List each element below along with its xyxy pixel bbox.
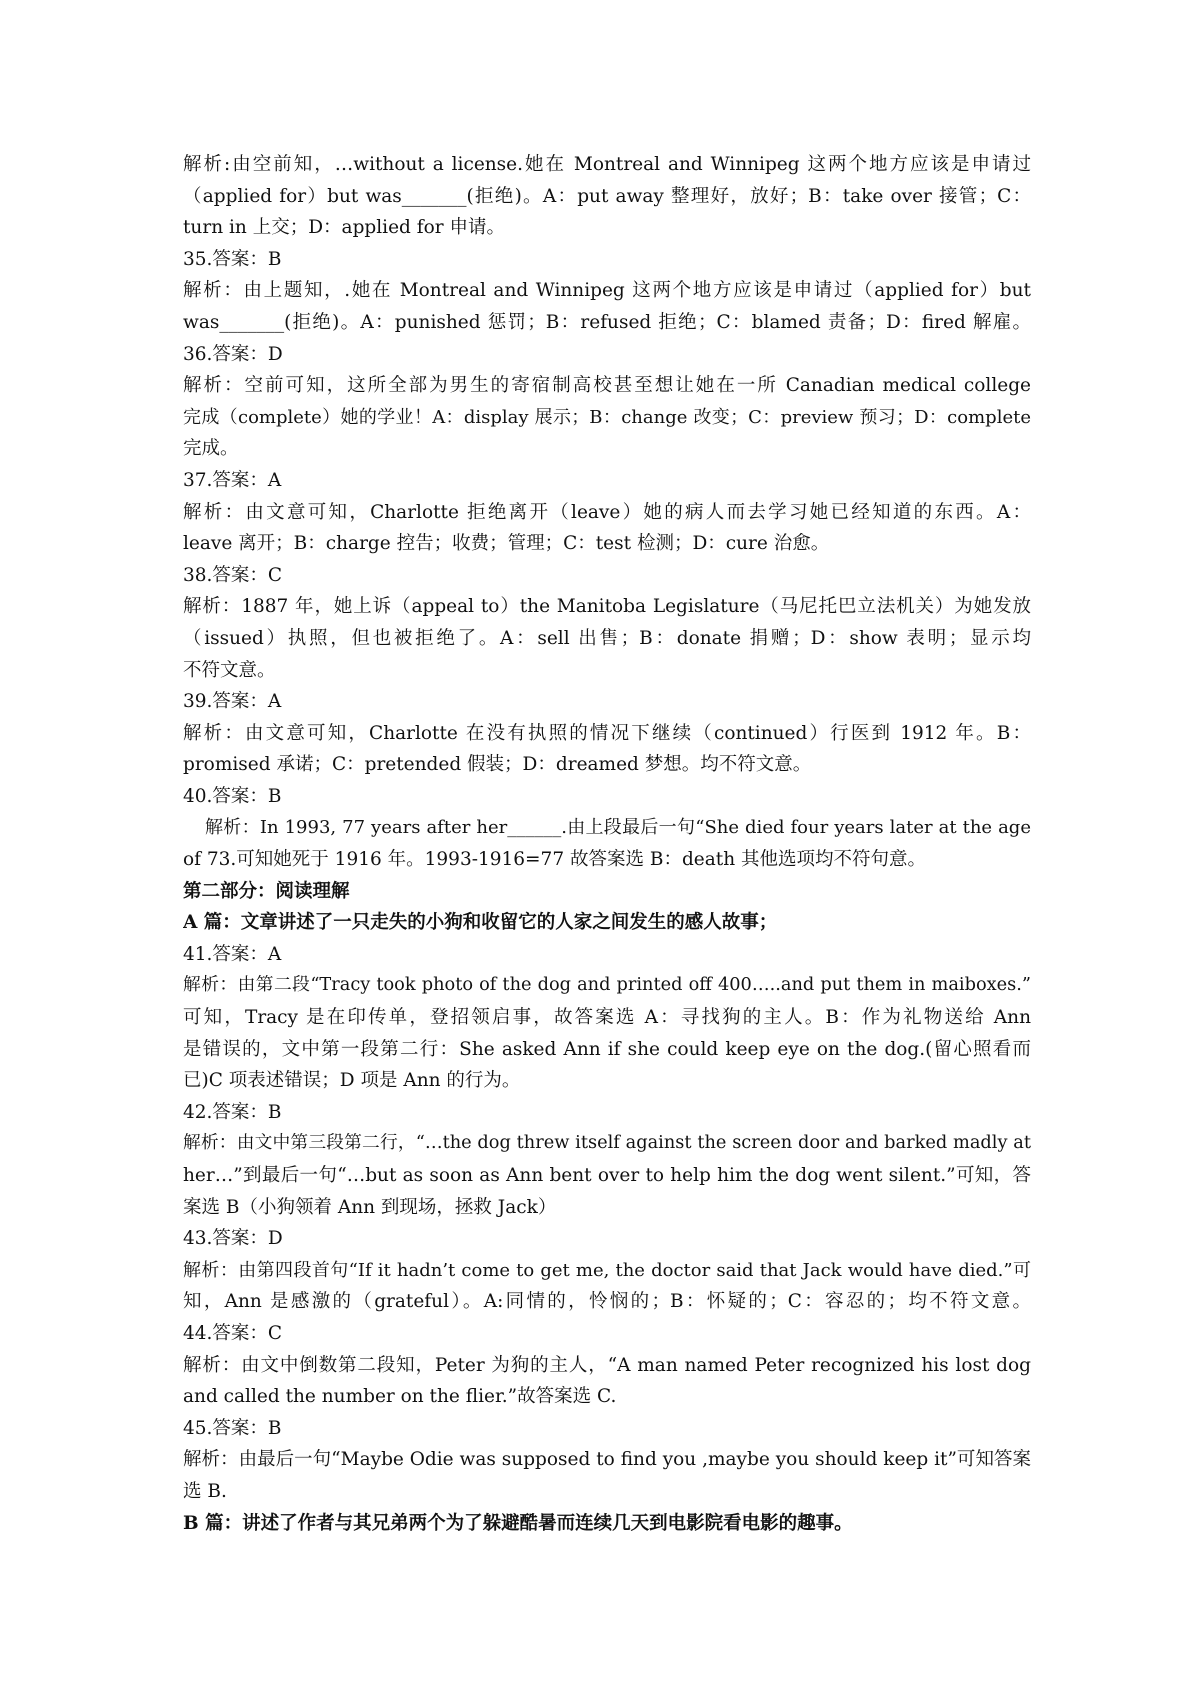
text-line: 完成。: [183, 438, 239, 460]
text-line: 36.答案：D: [183, 343, 283, 365]
text-line: 41.答案：A: [183, 943, 282, 965]
text-line: 已)C 项表述错误；D 项是 Ann 的行为。: [183, 1070, 521, 1092]
text-line: 37.答案：A: [183, 469, 282, 491]
text-line: 解析：由文中倒数第二段知，Peter 为狗的主人，“A man named Peter recognized his lost dog: [183, 1354, 1031, 1376]
text-line: 解析：空前可知，这所全部为男生的寄宿制高校甚至想让她在一所 Canadian medical college: [183, 375, 1031, 397]
section-heading: 第二部分：阅读理解: [183, 880, 350, 902]
text-line: 解析：由文意可知，Charlotte 在没有执照的情况下继续（continued）行医到 1912 年。B：: [183, 722, 1031, 744]
text-line: 不符文意。: [183, 659, 276, 681]
section-heading: A 篇：文章讲述了一只走失的小狗和收留它的人家之间发生的感人故事；: [183, 912, 778, 934]
text-line: 解析：In 1993, 77 years after her______.由上段最后一句“She died four years later at the age: [205, 817, 1031, 839]
text-line: leave 离开；B：charge 控告；收费；管理；C：test 检测；D：cure 治愈。: [183, 533, 830, 555]
text-line: 是错误的，文中第一段第二行：She asked Ann if she could keep eye on the dog.(留心照看而: [183, 1038, 1031, 1060]
text-line: 可知，Tracy 是在印传单，登招领启事，故答案选 A：寻找狗的主人。B：作为礼物送给 Ann: [183, 1007, 1031, 1029]
text-line: 38.答案：C: [183, 564, 283, 586]
text-line: 知，Ann 是感激的（grateful）。A:同情的，怜悯的；B：怀疑的；C：容忍的；均不符文意。: [183, 1291, 1031, 1313]
text-line: 案选 B（小狗领着 Ann 到现场，拯救 Jack）: [183, 1196, 557, 1218]
section-heading: B 篇：讲述了作者与其兄弟两个为了躲避酷暑而连续几天到电影院看电影的趣事。: [183, 1512, 853, 1534]
text-line: 45.答案：B: [183, 1417, 282, 1439]
text-line: 解析：由第四段首句“If it hadn’t come to get me, the doctor said that Jack would have died.”可: [183, 1259, 1031, 1281]
answer-explanations-page: [183, 149, 1031, 1539]
text-line: 解析：由文中第三段第二行，“…the dog threw itself against the screen door and barked madly at: [183, 1133, 1031, 1154]
text-line: 42.答案：B: [183, 1101, 282, 1123]
text-line: 解析：由文意可知，Charlotte 拒绝离开（leave）她的病人而去学习她已经知道的东西。A：: [183, 501, 1031, 523]
text-line: 35.答案：B: [183, 248, 282, 270]
text-line: 44.答案：C: [183, 1322, 283, 1344]
text-line: 40.答案：B: [183, 785, 282, 807]
text-line: （issued）执照，但也被拒绝了。A：sell 出售；B：donate 捐赠；D：show 表明；显示均: [183, 627, 1031, 649]
text-line: 完成（complete）她的学业！A：display 展示；B：change 改变；C：preview 预习；D：complete: [183, 406, 1031, 428]
text-line: （applied for）but was_______(拒绝)。A：put away 整理好，放好；B：take over 接管；C：: [183, 185, 1031, 207]
text-line: of 73.可知她死于 1916 年。1993-1916=77 故答案选 B：death 其他选项均不符句意。: [183, 849, 926, 871]
text-line: 解析:由空前知，…without a license.她在 Montreal and Winnipeg 这两个地方应该是申请过: [183, 154, 1031, 175]
text-line: 解析：由第二段“Tracy took photo of the dog and printed off 400…..and put them in maiboxes.”: [183, 975, 1031, 996]
text-line: 43.答案：D: [183, 1228, 283, 1250]
text-line: 选 B.: [183, 1480, 227, 1502]
text-line: 解析：由最后一句“Maybe Odie was supposed to find you ,maybe you should keep it”可知答案: [183, 1449, 1031, 1471]
text-line: 解析：1887 年，她上诉（appeal to）the Manitoba Legislature（马尼托巴立法机关）为她发放: [183, 596, 1031, 618]
text-line: promised 承诺；C：pretended 假装；D：dreamed 梦想。均不符文意。: [183, 754, 812, 776]
text-line: and called the number on the flier.”故答案选 C.: [183, 1386, 617, 1408]
text-line: 39.答案：A: [183, 691, 282, 713]
text-line: her…”到最后一句“…but as soon as Ann bent over to help him the dog went silent.”可知，答: [183, 1165, 1031, 1186]
text-line: turn in 上交；D：applied for 申请。: [183, 217, 505, 239]
text-line: was_______(拒绝)。A：punished 惩罚；B：refused 拒绝；C：blamed 责备；D：fired 解雇。: [183, 311, 1031, 333]
text-line: 解析：由上题知，.她在 Montreal and Winnipeg 这两个地方应该是申请过（applied for）but: [183, 280, 1031, 302]
